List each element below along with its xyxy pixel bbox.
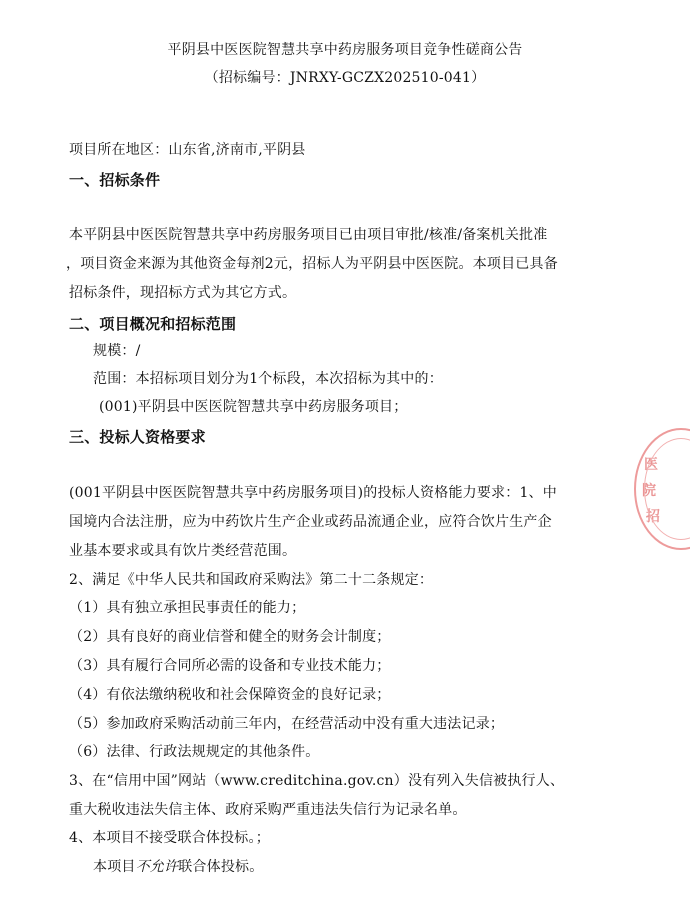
section-heading-tender-conditions: 一、招标条件	[69, 171, 161, 189]
consortium-note-emphasis: 不允许	[135, 859, 179, 875]
project-scope: 范围：本招标项目划分为1个标段，本次招标为其中的：	[93, 371, 443, 387]
paragraph-line: 国境内合法注册，应为中药饮片生产企业或药品流通企业，应符合饮片生产企	[69, 514, 552, 530]
consortium-note-prefix: 本项目	[93, 859, 136, 875]
paragraph-line: ，项目资金来源为其他资金每剂2元，招标人为平阴县中医医院。本项目已具备	[66, 256, 558, 272]
requirement-3: 3、在“信用中国”网站（www.creditchina.gov.cn）没有列入失信被执行人、	[69, 773, 565, 789]
section-heading-bidder-qualifications: 三、投标人资格要求	[69, 428, 206, 446]
seal-character: 招	[646, 509, 660, 525]
requirement-item: （2）具有良好的商业信誉和健全的财务会计制度；	[69, 629, 391, 645]
requirement-item: （5）参加政府采购活动前三年内，在经营活动中没有重大违法记录；	[69, 716, 505, 732]
requirement-3-continued: 重大税收违法失信主体、政府采购严重违法失信行为记录名单。	[69, 802, 467, 818]
paragraph-line: 招标条件，现招标方式为其它方式。	[69, 285, 297, 301]
requirement-4: 4、本项目不接受联合体投标。；	[69, 830, 270, 846]
requirement-item: （1）具有独立承担民事责任的能力；	[69, 600, 306, 616]
seal-character: 医	[644, 457, 658, 473]
paragraph-line: 本平阴县中医医院智慧共享中药房服务项目已由项目审批/核准/备案机关批准	[69, 227, 548, 243]
requirement-2: 2、满足《中华人民共和国政府采购法》第二十二条规定：	[69, 572, 434, 588]
requirement-item: （6）法律、行政法规规定的其他条件。	[69, 744, 320, 760]
project-lot: (001)平阴县中医医院智慧共享中药房服务项目；	[99, 399, 408, 415]
project-region: 项目所在地区：山东省,济南市,平阴县	[69, 142, 306, 158]
consortium-note	[93, 857, 263, 877]
section-heading-project-overview: 二、项目概况和招标范围	[69, 315, 237, 333]
official-seal-stamp	[634, 428, 690, 550]
document-title: 平阴县中医医院智慧共享中药房服务项目竞争性磋商公告	[167, 42, 523, 58]
project-scale: 规模：/	[93, 343, 141, 359]
seal-character: 院	[642, 483, 656, 499]
tender-code: （招标编号：JNRXY-GCZX202510-041）	[204, 70, 486, 86]
requirement-item: （3）具有履行合同所必需的设备和专业技术能力；	[69, 658, 391, 674]
requirement-item: （4）有依法缴纳税收和社会保障资金的良好记录；	[69, 687, 391, 703]
paragraph-line: 业基本要求或具有饮片类经营范围。	[69, 543, 297, 559]
paragraph-line: (001平阴县中医医院智慧共享中药房服务项目)的投标人资格能力要求：1、中	[69, 485, 557, 501]
consortium-note-suffix: 联合体投标。	[178, 859, 264, 875]
